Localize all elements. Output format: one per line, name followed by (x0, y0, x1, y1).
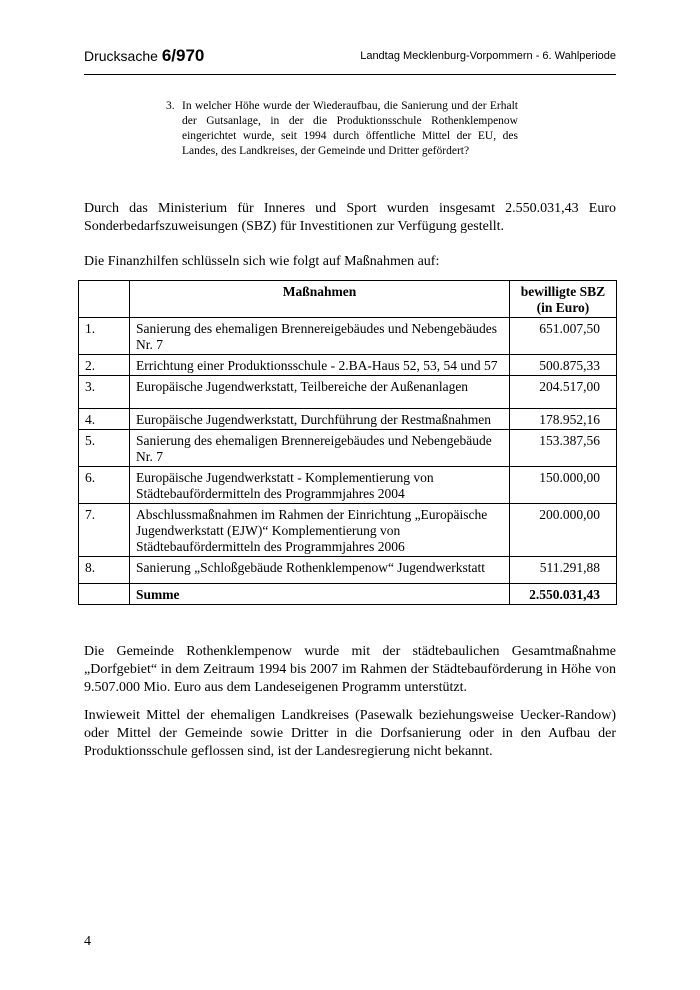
row-measure: Abschlussmaßnahmen im Rahmen der Einrichtung „Europäische Jugendwerkstatt (EJW)“ Komplementierung von Städtebaufördermitteln des Programmjahres 2006 (130, 504, 510, 557)
table-row (79, 318, 617, 355)
row-amount: 178.952,16 (510, 409, 617, 430)
row-measure: Europäische Jugendwerkstatt, Durchführung der Restmaßnahmen (130, 409, 510, 430)
row-measure: Europäische Jugendwerkstatt - Komplementierung von Städtebaufördermitteln des Programmjahres 2004 (130, 467, 510, 504)
row-amount: 204.517,00 (510, 376, 617, 409)
document-reference (84, 46, 204, 66)
row-number: 3. (79, 376, 130, 409)
parliament-label: Landtag Mecklenburg-Vorpommern - 6. Wahlperiode (360, 50, 616, 62)
paragraph-unknown-funds: Inwieweit Mittel der ehemaligen Landkreises (Pasewalk beziehungsweise Uecker-Randow) oder Mittel der Gemeinde sowie Dritter in die Dorfsanierung oder in den Aufbau der Produktionsschule geflossen sind, ist der Landesregierung nicht bekannt. (84, 708, 616, 759)
question-text: In welcher Höhe wurde der Wiederaufbau, die Sanierung und der Erhalt der Gutsanlage, in der die Produktionsschule Rothenklempenow eingerichtet wurde, seit 1994 durch öffentliche Mittel der EU, des Landes, des Landkreises, der Gemeinde und Dritter gefördert? (182, 100, 518, 157)
page-number: 4 (84, 934, 91, 949)
doc-label: Drucksache (84, 48, 158, 64)
table-row (79, 430, 617, 467)
breakdown-intro: Die Finanzhilfen schlüsseln sich wie folgt auf Maßnahmen auf: (84, 254, 440, 269)
header-number-cell (79, 281, 130, 318)
paragraph-funding-program: Die Gemeinde Rothenklempenow wurde mit der städtebaulichen Gesamtmaßnahme „Dorfgebiet“ in dem Zeitraum 1994 bis 2007 im Rahmen der Städtebauförderung in Höhe von 9.507.000 Mio. Euro aus dem Landeseigenen Programm unterstützt. (84, 644, 616, 695)
row-amount: 150.000,00 (510, 467, 617, 504)
answer-intro: Durch das Ministerium für Inneres und Sport wurden insgesamt 2.550.031,43 Euro Sonderbedarfszuweisungen (SBZ) für Investitionen zur Verfügung gestellt. (84, 201, 616, 234)
row-measure: Errichtung einer Produktionsschule - 2.BA-Haus 52, 53, 54 und 57 (130, 355, 510, 376)
question-block (166, 99, 518, 159)
sum-amount: 2.550.031,43 (510, 584, 617, 605)
row-measure: Europäische Jugendwerkstatt, Teilbereiche der Außenanlagen (130, 376, 510, 409)
row-measure: Sanierung des ehemaligen Brennereigebäudes und Nebengebäude Nr. 7 (130, 430, 510, 467)
row-number: 2. (79, 355, 130, 376)
row-number: 7. (79, 504, 130, 557)
row-number: 1. (79, 318, 130, 355)
question-number: 3. (166, 100, 175, 112)
row-amount: 153.387,56 (510, 430, 617, 467)
row-measure: Sanierung des ehemaligen Brennereigebäudes und Nebengebäudes Nr. 7 (130, 318, 510, 355)
row-number: 6. (79, 467, 130, 504)
sum-row (79, 584, 617, 605)
row-amount: 200.000,00 (510, 504, 617, 557)
sum-number-cell (79, 584, 130, 605)
table-row (79, 355, 617, 376)
row-number: 8. (79, 557, 130, 584)
row-number: 5. (79, 430, 130, 467)
row-amount: 511.291,88 (510, 557, 617, 584)
table-row (79, 557, 617, 584)
row-number: 4. (79, 409, 130, 430)
table-row (79, 376, 617, 409)
row-measure: Sanierung „Schloßgebäude Rothenklempenow“ Jugendwerkstatt (130, 557, 510, 584)
row-amount: 500.875,33 (510, 355, 617, 376)
table-header-row (79, 281, 617, 318)
table-row (79, 409, 617, 430)
sum-label: Summe (130, 584, 510, 605)
page-header (84, 40, 616, 75)
table-row (79, 504, 617, 557)
header-measures: Maßnahmen (130, 281, 510, 318)
doc-number: 6/970 (161, 46, 205, 65)
measures-table (78, 280, 617, 605)
header-amount: bewilligte SBZ (in Euro) (510, 281, 617, 318)
row-amount: 651.007,50 (510, 318, 617, 355)
table-row (79, 467, 617, 504)
